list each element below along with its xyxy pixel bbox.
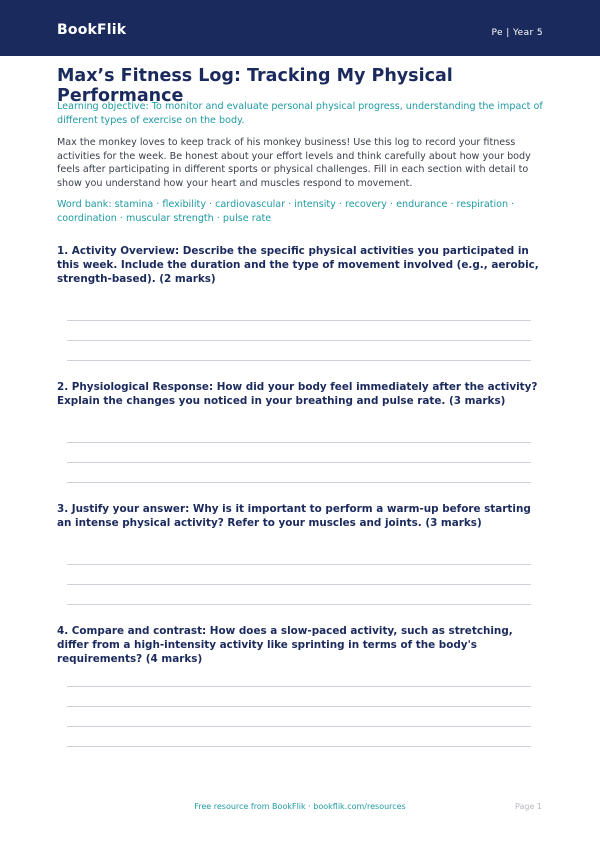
subject-year-label: Pe | Year 5 [491,28,543,38]
intro-paragraph: Max the monkey loves to keep track of his monkey business! Use this log to record your fitness activities for the week. Be honest about your effort levels and think carefully about how your body feels after participating in different sports or physical challenges. Fill in each section with detail to show you understand how your heart and muscles respond to movement. [57,137,531,189]
question-1: 1. Activity Overview: Describe the specific physical activities you participated in this week. Include the duration and the type of movement involved (e.g., aerobic, strength-based). (2 marks) [57,245,539,285]
learning-objective: Learning objective: To monitor and evaluate personal physical progress, understanding the impact of different types of exercise on the body. [57,101,543,126]
answer-line[interactable] [67,360,531,361]
question-3: 3. Justify your answer: Why is it important to perform a warm-up before starting an intense physical activity? Refer to your muscles and joints. (3 marks) [57,503,531,529]
answer-line[interactable] [67,482,531,483]
page-title: Max’s Fitness Log: Tracking My Physical Performance [57,66,453,106]
answer-line[interactable] [67,340,531,341]
answer-line[interactable] [67,746,531,747]
word-bank: Word bank: stamina · flexibility · cardiovascular · intensity · recovery · endurance · respiration · coordination · muscular strength · pulse rate [57,199,515,224]
answer-line[interactable] [67,584,531,585]
footer-resource-link[interactable]: Free resource from BookFlik · bookflik.com/resources [194,802,406,811]
answer-line[interactable] [67,320,531,321]
answer-line[interactable] [67,726,531,727]
answer-line[interactable] [67,686,531,687]
answer-line[interactable] [67,442,531,443]
answer-line[interactable] [67,462,531,463]
brand-logo-text: BookFlik [57,22,127,38]
answer-line[interactable] [67,564,531,565]
page-header [0,0,600,56]
answer-line[interactable] [67,706,531,707]
question-2: 2. Physiological Response: How did your body feel immediately after the activity? Explain the changes you noticed in your breathing and pulse rate. (3 marks) [57,381,538,407]
question-4: 4. Compare and contrast: How does a slow-paced activity, such as stretching, differ from a high-intensity activity like sprinting in terms of the body's requirements? (4 marks) [57,625,513,665]
page-number: Page 1 [515,802,542,811]
answer-line[interactable] [67,604,531,605]
